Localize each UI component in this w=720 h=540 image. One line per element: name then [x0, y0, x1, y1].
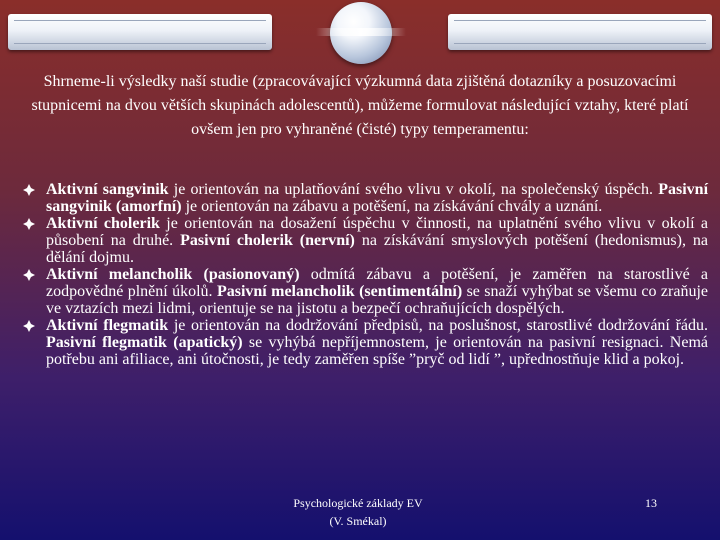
active-type-description: je orientován na dodržování předpisů, na poslušnost, starostlivé dodržování řádu. [168, 317, 708, 334]
footer-author: (V. Smékal) [329, 514, 387, 528]
passive-type-label: Pasivní cholerik (nervní) [180, 232, 355, 249]
active-type-label: Aktivní sangvinik [46, 181, 169, 198]
active-type-label: Aktivní cholerik [46, 215, 160, 232]
passive-type-description: se vyhýbá nepříjemnostem, je orientován na pasivní resignaci. Nemá potřebu ani afiliace, ani útočnosti, je tedy zaměřen spíše ”pryč od lidí ”, upřednostňuje klid a pokoj. [46, 334, 708, 368]
active-type-description: je orientován na uplatňování svého vlivu v okolí, na společenský úspěch. [168, 181, 659, 198]
slide-footer [268, 494, 448, 530]
active-type-description: odmítá zábavu a potěšení, je zaměřen na starostlivé a zodpovědné plnění úkolů. [46, 266, 709, 300]
passive-type-description: se snaží vyhýbat se všemu co zraňuje ve vztazích mezi lidmi, orientuje se na jistotu a bezpečí ochraňujících dospělých. [46, 283, 708, 317]
globe-ornament-icon [330, 2, 392, 64]
passive-type-description: je orientován na zábavu a potěšení, na získávání chvály a uznání. [181, 198, 603, 215]
diamond-bullet-icon [23, 218, 35, 230]
diamond-bullet-icon [23, 269, 35, 281]
active-type-label: Aktivní melancholik (pasionovaný) [46, 266, 300, 283]
passive-type-label: Pasivní sangvinik (amorfní) [46, 181, 709, 215]
intro-paragraph: Shrneme-li výsledky naší studie (zpracovávající výzkumná data zjištěná dotazníky a posuzovacími stupnicemi na dvou větších skupinách adolescentů), můžeme formulovat následující vztahy, které platí ovšem jen pro vyhraněné (čisté) typy temperamentu: [31, 73, 689, 138]
diamond-bullet-icon [23, 320, 35, 332]
active-type-description: je orientován na dosažení úspěchu v činnosti, na uplatnění svého vlivu v okolí a působení na druhé. [46, 215, 709, 249]
passive-type-label: Pasivní melancholik (sentimentální) [216, 283, 463, 300]
diamond-bullet-icon [23, 184, 35, 196]
list-item-flegmatik [20, 317, 708, 368]
header-banner-left [8, 14, 272, 50]
active-type-label: Aktivní flegmatik [46, 317, 169, 334]
footer-course-title: Psychologické základy EV [293, 496, 423, 510]
passive-type-description: na získávání smyslových potěšení (hedonismus), na dělání dojmu. [46, 232, 708, 266]
temperament-list [20, 181, 708, 368]
list-item-cholerik [20, 215, 708, 266]
header-banner-right [448, 14, 712, 50]
list-item-melancholik [20, 266, 708, 317]
slide-number: 13 [645, 496, 657, 510]
list-item-sangvinik [20, 181, 708, 215]
passive-type-label: Pasivní flegmatik (apatický) [46, 334, 243, 351]
